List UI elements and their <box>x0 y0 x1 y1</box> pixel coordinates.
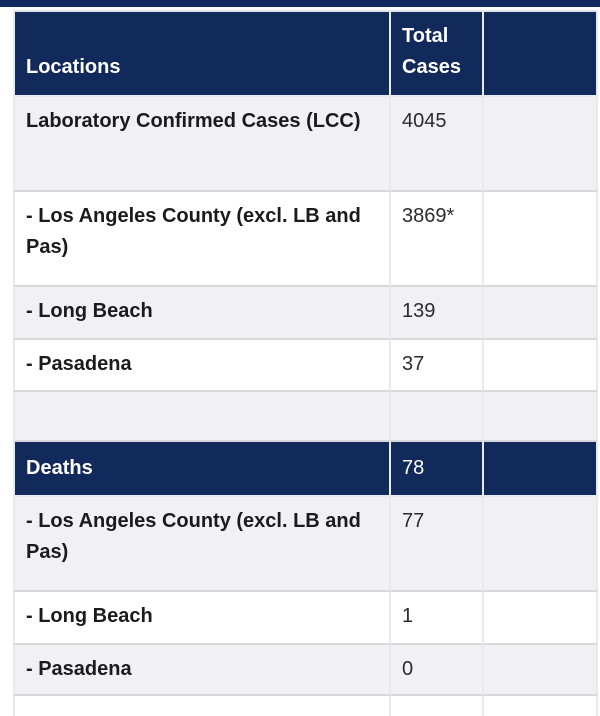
location-cell <box>13 392 391 442</box>
column-header-total-cases: Total Cases <box>391 10 484 97</box>
column-header-locations: Locations <box>13 10 391 97</box>
empty-cell <box>484 645 598 696</box>
empty-cell <box>484 497 598 592</box>
table-header-row <box>13 10 598 97</box>
table-top-divider <box>0 0 600 7</box>
empty-cell <box>484 97 598 192</box>
location-cell: - Long Beach <box>13 287 391 340</box>
empty-cell <box>484 340 598 392</box>
empty-cell <box>484 392 598 442</box>
table-row-la-county-cases <box>13 192 598 287</box>
location-cell <box>13 696 391 716</box>
empty-cell <box>484 192 598 287</box>
empty-cell <box>484 696 598 716</box>
cases-cell: 77 <box>391 497 484 592</box>
cases-cell: 139 <box>391 287 484 340</box>
deaths-total-cell: 78 <box>391 442 484 497</box>
table-row-long-beach-deaths <box>13 592 598 645</box>
cases-table <box>13 10 598 716</box>
table-row-spacer <box>13 392 598 442</box>
table-row-la-county-deaths <box>13 497 598 592</box>
cases-cell <box>391 392 484 442</box>
table-row-long-beach-cases <box>13 287 598 340</box>
table-row-partial <box>13 696 598 716</box>
cases-cell: 0 <box>391 645 484 696</box>
location-cell: - Long Beach <box>13 592 391 645</box>
cases-cell <box>391 696 484 716</box>
table-row-pasadena-cases <box>13 340 598 392</box>
location-cell: Laboratory Confirmed Cases (LCC) <box>13 97 391 192</box>
cases-cell: 3869* <box>391 192 484 287</box>
table-row-deaths-header <box>13 442 598 497</box>
empty-cell <box>484 287 598 340</box>
table-row-lcc <box>13 97 598 192</box>
column-header-empty <box>484 10 598 97</box>
empty-cell <box>484 592 598 645</box>
location-cell: - Los Angeles County (excl. LB and Pas) <box>13 497 391 592</box>
section-header-deaths: Deaths <box>13 442 391 497</box>
cases-cell: 4045 <box>391 97 484 192</box>
location-cell: - Pasadena <box>13 645 391 696</box>
location-cell: - Pasadena <box>13 340 391 392</box>
cases-cell: 1 <box>391 592 484 645</box>
table-row-pasadena-deaths <box>13 645 598 696</box>
location-cell: - Los Angeles County (excl. LB and Pas) <box>13 192 391 287</box>
cases-cell: 37 <box>391 340 484 392</box>
empty-cell <box>484 442 598 497</box>
